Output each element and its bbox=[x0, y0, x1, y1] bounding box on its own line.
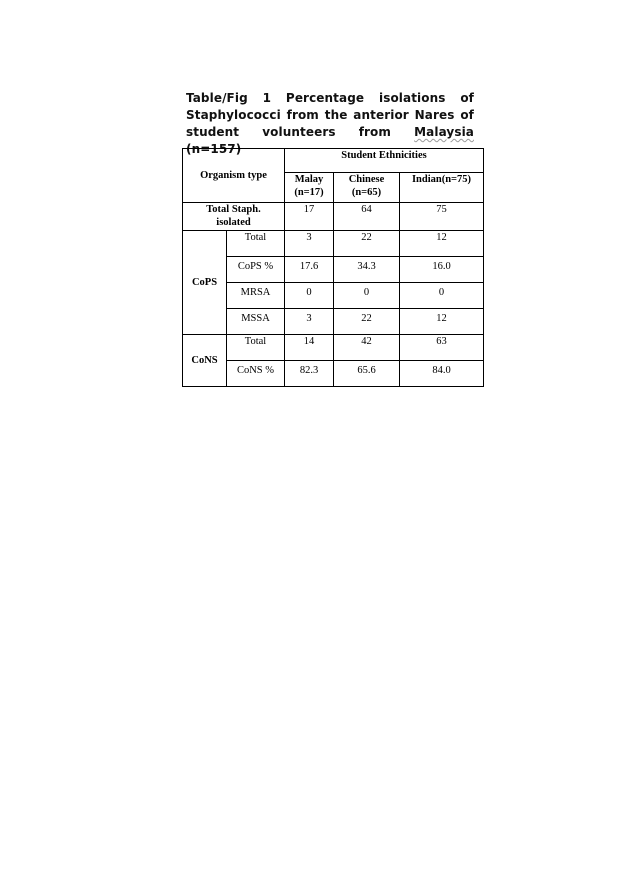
column-name: Indian(n=75) bbox=[411, 174, 472, 185]
table-cell: 14 bbox=[285, 335, 334, 361]
table-cell: 42 bbox=[334, 335, 400, 361]
row-label: CoNS % bbox=[227, 361, 285, 387]
cons-group-label: CoNS bbox=[183, 335, 227, 387]
table-cell: 64 bbox=[334, 203, 400, 231]
caption-country-word: Malaysia bbox=[414, 125, 474, 139]
column-header-indian bbox=[400, 173, 484, 203]
row-label: Total bbox=[227, 231, 285, 257]
label-line: Total Staph. bbox=[206, 204, 261, 215]
student-ethnicities-header: Student Ethnicities bbox=[285, 149, 484, 173]
table-cell: 3 bbox=[285, 309, 334, 335]
column-n: (n=17) bbox=[294, 187, 324, 198]
label-line: isolated bbox=[216, 217, 251, 228]
table-cell: 0 bbox=[285, 283, 334, 309]
table-cell: 12 bbox=[400, 309, 484, 335]
table-cell: 17.6 bbox=[285, 257, 334, 283]
column-n: (n=65) bbox=[351, 187, 382, 198]
table-row bbox=[183, 309, 484, 335]
caption-sample-size: (n=157) bbox=[186, 142, 242, 156]
table-row bbox=[183, 203, 484, 231]
caption-text: Table/Fig 1 Percentage isolations of Staphylococci from the anterior Nares of student volunteers from bbox=[186, 91, 474, 139]
column-header-malay bbox=[285, 173, 334, 203]
table-cell: 34.3 bbox=[334, 257, 400, 283]
table-row bbox=[183, 283, 484, 309]
table-row bbox=[183, 361, 484, 387]
row-label: MSSA bbox=[227, 309, 285, 335]
column-name: Chinese bbox=[348, 174, 385, 185]
table-cell: 82.3 bbox=[285, 361, 334, 387]
column-header-chinese bbox=[334, 173, 400, 203]
table-row bbox=[183, 257, 484, 283]
row-label: Total bbox=[227, 335, 285, 361]
staphylococci-table bbox=[182, 148, 484, 387]
table-row bbox=[183, 231, 484, 257]
table-cell: 22 bbox=[334, 309, 400, 335]
table-cell: 12 bbox=[400, 231, 484, 257]
table-cell: 17 bbox=[285, 203, 334, 231]
table-cell: 0 bbox=[334, 283, 400, 309]
row-label: CoPS % bbox=[227, 257, 285, 283]
table-cell: 16.0 bbox=[400, 257, 484, 283]
table-row bbox=[183, 335, 484, 361]
table-cell: 22 bbox=[334, 231, 400, 257]
cops-group-label: CoPS bbox=[183, 231, 227, 335]
row-label: MRSA bbox=[227, 283, 285, 309]
column-name: Malay bbox=[294, 174, 324, 185]
table-cell: 84.0 bbox=[400, 361, 484, 387]
table-cell: 63 bbox=[400, 335, 484, 361]
organism-type-header: Organism type bbox=[183, 149, 285, 203]
table-cell: 3 bbox=[285, 231, 334, 257]
total-staph-label bbox=[183, 203, 285, 231]
table-cell: 0 bbox=[400, 283, 484, 309]
table-cell: 75 bbox=[400, 203, 484, 231]
table-cell: 65.6 bbox=[334, 361, 400, 387]
